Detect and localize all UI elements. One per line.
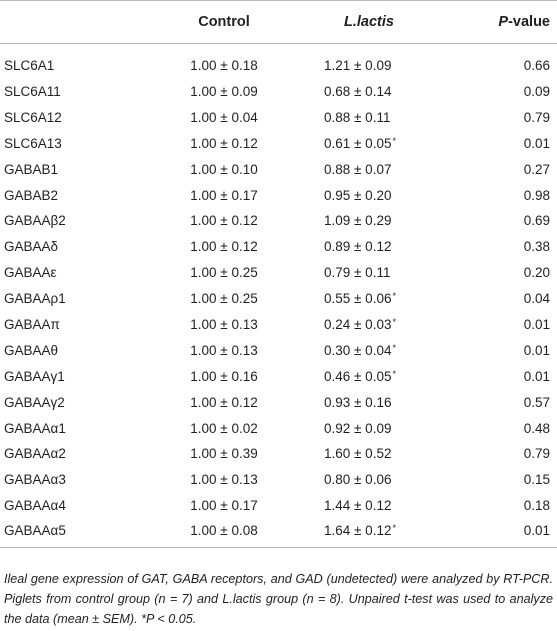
lactis-value-cell — [292, 208, 446, 234]
lactis-value: 0.61 ± 0.05 — [324, 135, 392, 151]
control-value-cell: 1.00 ± 0.04 — [190, 109, 258, 125]
control-value-cell: 1.00 ± 0.12 — [190, 239, 258, 255]
table-row — [0, 519, 557, 548]
lactis-value-cell — [292, 467, 446, 493]
gene-cell: GABAAε — [4, 265, 57, 281]
p-value-cell: 0.38 — [523, 239, 550, 255]
lactis-value: 0.46 ± 0.05 — [324, 368, 392, 384]
table-row — [0, 182, 557, 208]
lactis-value-cell — [292, 79, 446, 105]
lactis-value-cell — [292, 104, 446, 130]
control-value-cell: 1.00 ± 0.39 — [190, 446, 258, 462]
lactis-value-cell — [292, 260, 446, 286]
lactis-value: 0.92 ± 0.09 — [324, 420, 392, 436]
lactis-value: 0.88 ± 0.11 — [324, 109, 391, 125]
lactis-value-cell — [292, 493, 446, 519]
lactis-value: 1.64 ± 0.12 — [324, 523, 392, 539]
lactis-value: 1.60 ± 0.52 — [324, 446, 392, 462]
header-p-letter: P — [498, 14, 509, 30]
control-value-cell: 1.00 ± 0.10 — [190, 161, 258, 177]
p-value-cell: 0.01 — [523, 135, 550, 151]
gene-cell: GABAAγ2 — [4, 394, 65, 410]
control-value-cell: 1.00 ± 0.12 — [190, 213, 258, 229]
lactis-value-cell — [292, 286, 446, 312]
gene-cell: SLC6A1 — [4, 58, 55, 74]
lactis-value: 0.89 ± 0.12 — [324, 239, 392, 255]
table-row — [0, 104, 557, 130]
lactis-value-cell — [292, 363, 446, 389]
lactis-value-cell — [292, 234, 446, 260]
gene-cell: GABAAγ1 — [4, 368, 65, 384]
control-value-cell: 1.00 ± 0.17 — [190, 187, 258, 203]
p-value-cell: 0.18 — [523, 498, 550, 514]
table-row — [0, 234, 557, 260]
lactis-value: 0.93 ± 0.16 — [324, 394, 392, 410]
significance-marker: * — [392, 368, 396, 379]
header-p-value — [446, 1, 557, 44]
lactis-value-cell — [292, 389, 446, 415]
significance-marker: * — [392, 523, 396, 534]
control-value-cell: 1.00 ± 0.13 — [190, 342, 258, 358]
control-value-cell: 1.00 ± 0.13 — [190, 316, 258, 332]
gene-cell: GABAAα3 — [4, 472, 66, 488]
gene-cell: GABAAθ — [4, 342, 59, 358]
lactis-value-cell — [292, 312, 446, 338]
table-footnote: Ileal gene expression of GAT, GABA receptors, and GAD (undetected) were analyzed by RT-PCR. Piglets from control group (n = 7) and L.lactis group (n = 8). Unpaired t-test was used to analyze the data (mean ± SEM). *P < 0.05. — [4, 572, 553, 626]
significance-marker: * — [392, 291, 396, 302]
table-row — [0, 389, 557, 415]
table-row — [0, 130, 557, 156]
control-value-cell: 1.00 ± 0.12 — [190, 135, 258, 151]
p-value-cell: 0.15 — [523, 472, 550, 488]
gene-cell: SLC6A13 — [4, 135, 62, 151]
p-value-cell: 0.04 — [523, 291, 550, 307]
p-value-cell: 0.20 — [523, 265, 550, 281]
header-control: Control — [150, 1, 292, 44]
control-value-cell: 1.00 ± 0.25 — [190, 291, 258, 307]
lactis-value: 0.88 ± 0.07 — [324, 161, 392, 177]
gene-cell: GABAB2 — [4, 187, 59, 203]
lactis-value: 0.80 ± 0.06 — [324, 472, 392, 488]
gene-cell: SLC6A12 — [4, 109, 62, 125]
table-row — [0, 79, 557, 105]
table-row — [0, 44, 557, 79]
p-value-cell: 0.01 — [523, 368, 550, 384]
significance-marker: * — [392, 135, 396, 146]
lactis-value: 1.09 ± 0.29 — [324, 213, 392, 229]
table-row — [0, 441, 557, 467]
gene-cell: GABAAπ — [4, 316, 60, 332]
control-value-cell: 1.00 ± 0.13 — [190, 472, 258, 488]
control-value-cell: 1.00 ± 0.12 — [190, 394, 258, 410]
p-value-cell: 0.79 — [523, 446, 550, 462]
header-row — [0, 1, 557, 44]
control-value-cell: 1.00 ± 0.16 — [190, 368, 258, 384]
table-header — [0, 1, 557, 44]
control-value-cell: 1.00 ± 0.02 — [190, 420, 258, 436]
gene-cell: GABAAρ1 — [4, 291, 66, 307]
table-row — [0, 260, 557, 286]
lactis-value: 1.44 ± 0.12 — [324, 498, 392, 514]
table-row — [0, 208, 557, 234]
table-row — [0, 363, 557, 389]
control-value-cell: 1.00 ± 0.18 — [190, 58, 258, 74]
lactis-value-cell — [292, 415, 446, 441]
p-value-cell: 0.48 — [523, 420, 550, 436]
p-value-cell: 0.69 — [523, 213, 550, 229]
lactis-value-cell — [292, 156, 446, 182]
gene-cell: GABAAδ — [4, 239, 59, 255]
gene-cell: SLC6A11 — [4, 83, 61, 99]
lactis-value-cell — [292, 519, 446, 548]
significance-marker: * — [392, 316, 396, 327]
gene-cell: GABAAα4 — [4, 498, 66, 514]
p-value-cell: 0.01 — [523, 342, 550, 358]
header-gene — [0, 1, 150, 44]
p-value-cell: 0.27 — [523, 161, 550, 177]
gene-cell: GABAAβ2 — [4, 213, 66, 229]
lactis-value-cell — [292, 337, 446, 363]
lactis-value: 0.68 ± 0.14 — [324, 83, 392, 99]
lactis-value-cell — [292, 182, 446, 208]
lactis-value: 0.79 ± 0.11 — [324, 265, 391, 281]
table-row — [0, 415, 557, 441]
table-row — [0, 156, 557, 182]
gene-cell: GABAB1 — [4, 161, 59, 177]
table-row — [0, 493, 557, 519]
control-value-cell: 1.00 ± 0.25 — [190, 265, 258, 281]
table-row — [0, 286, 557, 312]
p-value-cell: 0.57 — [523, 394, 550, 410]
lactis-value: 0.95 ± 0.20 — [324, 187, 392, 203]
gene-cell: GABAAα2 — [4, 446, 66, 462]
gene-cell: GABAAα5 — [0, 519, 150, 548]
significance-marker: * — [392, 342, 396, 353]
lactis-value: 0.24 ± 0.03 — [324, 316, 392, 332]
lactis-value: 1.21 ± 0.09 — [324, 58, 392, 74]
p-value-cell: 0.66 — [523, 58, 550, 74]
lactis-value-cell — [292, 130, 446, 156]
control-value-cell: 1.00 ± 0.17 — [190, 498, 258, 514]
p-value-cell: 0.98 — [523, 187, 550, 203]
gene-cell: GABAAα1 — [4, 420, 66, 436]
lactis-value: 0.30 ± 0.04 — [324, 342, 392, 358]
control-value-cell: 1.00 ± 0.09 — [190, 83, 258, 99]
p-value-cell: 0.79 — [523, 109, 550, 125]
p-value-cell: 0.01 — [446, 519, 557, 548]
lactis-value: 0.55 ± 0.06 — [324, 291, 392, 307]
table-body — [0, 44, 557, 548]
lactis-value-cell — [292, 441, 446, 467]
header-p-suffix: -value — [508, 14, 550, 30]
header-lactis: L.lactis — [292, 1, 446, 44]
table-row — [0, 467, 557, 493]
table-row — [0, 337, 557, 363]
p-value-cell: 0.01 — [523, 316, 550, 332]
table-row — [0, 312, 557, 338]
control-value-cell: 1.00 ± 0.08 — [150, 519, 292, 548]
lactis-value-cell — [292, 44, 446, 79]
p-value-cell: 0.09 — [523, 83, 550, 99]
